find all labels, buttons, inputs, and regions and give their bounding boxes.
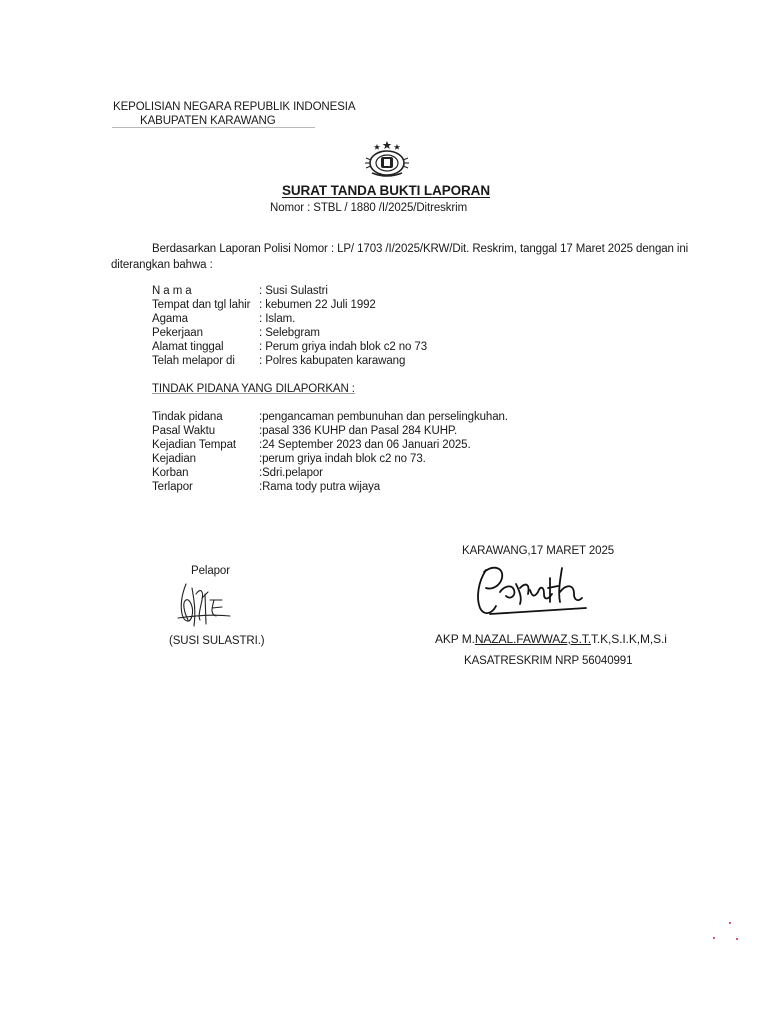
tindak-value: :pengancaman pembunuhan dan perselingkuhan. — [259, 411, 508, 423]
tindak-label: Kejadian Tempat — [152, 439, 236, 451]
identity-label: Agama — [152, 313, 188, 325]
tindak-label: Pasal Waktu — [152, 425, 216, 437]
identity-label: Pekerjaan — [152, 327, 203, 339]
officer-signature — [470, 562, 590, 624]
stamp-dot — [736, 938, 738, 940]
officer-name: AKP M.NAZAL.FAWWAZ,S.T.T.K,S.I.K,M,S.i — [435, 632, 667, 646]
tindak-label: Kejadian — [152, 453, 196, 465]
tindak-value: :Sdri.pelapor — [259, 467, 323, 479]
identity-label: Telah melapor di — [152, 355, 235, 367]
identity-value: : Perum griya indah blok c2 no 73 — [259, 341, 428, 353]
intro-line-1: Berdasarkan Laporan Polisi Nomor : LP/ 1703 /I/2025/KRW/Dit. Reskrim, tanggal 17 Maret 2025 dengan ini — [152, 243, 689, 255]
identity-label: Tempat dan tgl lahir — [152, 299, 251, 311]
pelapor-name: (SUSI SULASTRI.) — [169, 635, 265, 647]
tindak-label: Korban — [152, 467, 189, 479]
tindak-label: Tindak pidana — [152, 411, 223, 423]
identity-label: Alamat tinggal — [152, 341, 224, 353]
pelapor-label: Pelapor — [191, 565, 230, 577]
header-institution: KEPOLISIAN NEGARA REPUBLIK INDONESIA — [113, 101, 356, 113]
tindak-value: :Rama tody putra wijaya — [259, 481, 381, 493]
identity-value: : Islam. — [259, 313, 296, 325]
identity-value: : Selebgram — [259, 327, 320, 339]
tindak-value: :24 September 2023 dan 06 Januari 2025. — [259, 439, 471, 451]
place-date: KARAWANG,17 MARET 2025 — [462, 545, 615, 557]
identity-label: N a m a — [152, 285, 192, 297]
intro-line-2: diterangkan bahwa : — [111, 259, 213, 271]
pelapor-signature — [172, 580, 238, 632]
stamp-dot — [729, 922, 731, 924]
tindak-value: :perum griya indah blok c2 no 73. — [259, 453, 426, 465]
officer-rank-nrp: KASATRESKRIM NRP 56040991 — [464, 655, 633, 667]
header-region: KABUPATEN KARAWANG — [140, 115, 276, 127]
identity-value: : Susi Sulastri — [259, 285, 328, 297]
tindak-pidana-heading: TINDAK PIDANA YANG DILAPORKAN : — [152, 383, 355, 395]
identity-value: : Polres kabupaten karawang — [259, 355, 406, 367]
tindak-label: Terlapor — [152, 481, 193, 493]
police-emblem-icon — [362, 140, 412, 178]
header-divider — [112, 127, 315, 128]
document-number: Nomor : STBL / 1880 /I/2025/Ditreskrim — [270, 202, 468, 214]
stamp-dot — [713, 937, 715, 939]
identity-value: : kebumen 22 Juli 1992 — [259, 299, 376, 311]
tindak-value: :pasal 336 KUHP dan Pasal 284 KUHP. — [259, 425, 458, 437]
document-title: SURAT TANDA BUKTI LAPORAN — [282, 183, 490, 198]
